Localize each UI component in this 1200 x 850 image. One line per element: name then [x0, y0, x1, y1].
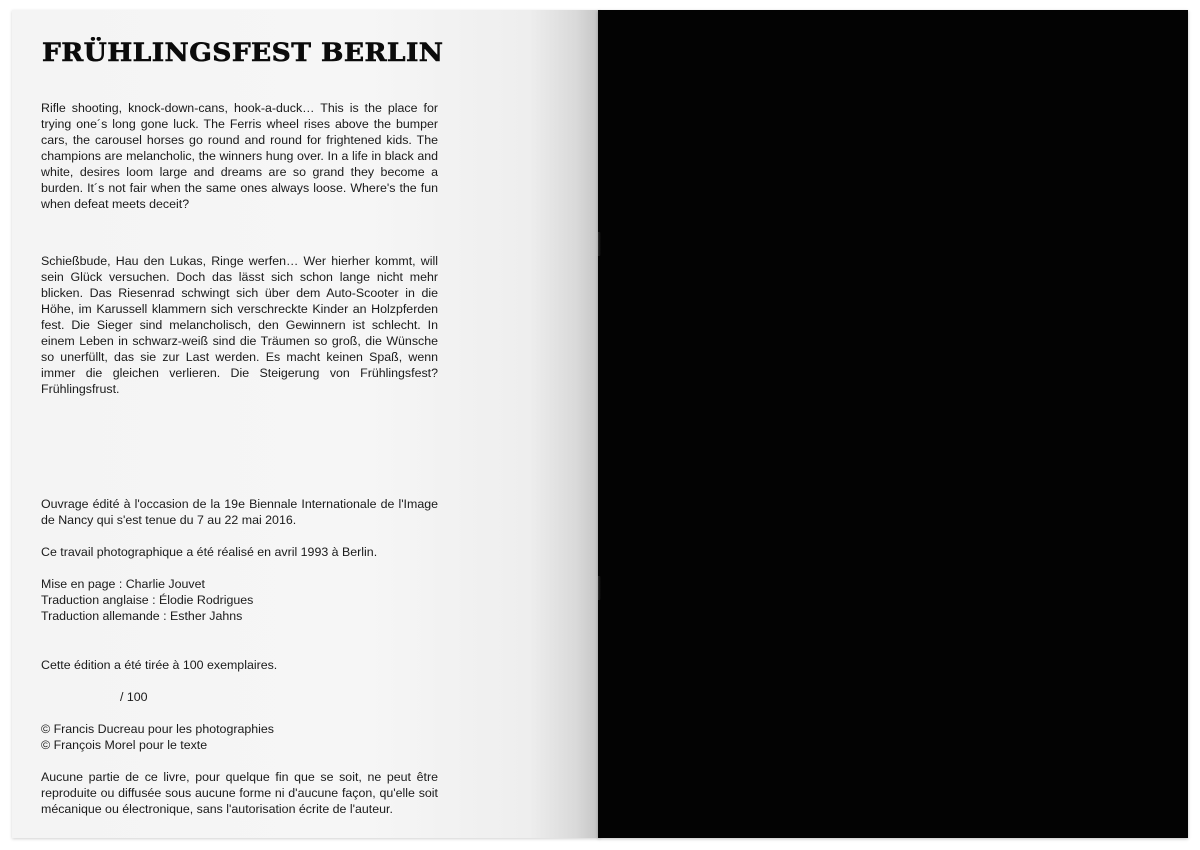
credit-german-translation: Traduction allemande : Esther Jahns: [41, 609, 243, 623]
credit-english-translation: Traduction anglaise : Élodie Rodrigues: [41, 593, 254, 607]
copy-number: / 100: [120, 690, 148, 704]
edition-note: Ouvrage édité à l'occasion de la 19e Biennale Internationale de l'Image de Nancy qui s'est tenue du 7 au 22 mai 2016.: [41, 497, 438, 527]
german-text: Schießbude, Hau den Lukas, Ringe werfen… Wer hierher kommt, will sein Glück versuchen. Doch das lässt sich schon lange nicht mehr blicken. Das Riesenrad schwingt sich über dem Auto-Scooter in die Höhe, im Karussell klammern sich verschreckte Kinder an Holzpferden fest. Die Sieger sind melancholisch, den Gewinnern ist schlecht. In einem Leben in schwarz-weiß sind die Träumen so groß, die Wünsche so unerfüllt, das sie zur Last werden. Es macht keinen Spaß, wenn immer die gleichen verlieren. Die Steigerung von Frühlingsfest? Frühlingsfrust.: [41, 254, 438, 396]
credit-layout: Mise en page : Charlie Jouvet: [41, 577, 205, 591]
left-page: [12, 10, 600, 838]
rights-notice: Aucune partie de ce livre, pour quelque fin que se soit, ne peut être reproduite ou diffusée sous aucune forme ni d'aucune façon, qu'elle soit mécanique ou électronique, sans l'autorisation écrite de l'auteur.: [41, 770, 438, 816]
english-text: Rifle shooting, knock-down-cans, hook-a-duck… This is the place for trying one´s long gone luck. The Ferris wheel rises above the bumper cars, the carousel horses go round and round for frightened kids. The champions are melancholic, the winners hung over. In a life in black and white, desires loom large and dreams are so grand they become a burden. It´s not fair when the same ones always loose. Where's the fun when defeat meets deceit?: [41, 101, 438, 211]
binding-staple-bottom: [598, 576, 601, 600]
page-title: FRÜHLINGSFEST BERLIN: [42, 38, 444, 67]
photo-note: Ce travail photographique a été réalisé en avril 1993 à Berlin.: [41, 545, 378, 559]
print-run-note: Cette édition a été tirée à 100 exemplaires.: [41, 658, 278, 672]
copyright-photos: © Francis Ducreau pour les photographies: [41, 722, 274, 736]
copyright-text: © François Morel pour le texte: [41, 738, 208, 752]
right-page-black: [598, 10, 1188, 838]
binding-staple-top: [598, 232, 601, 256]
